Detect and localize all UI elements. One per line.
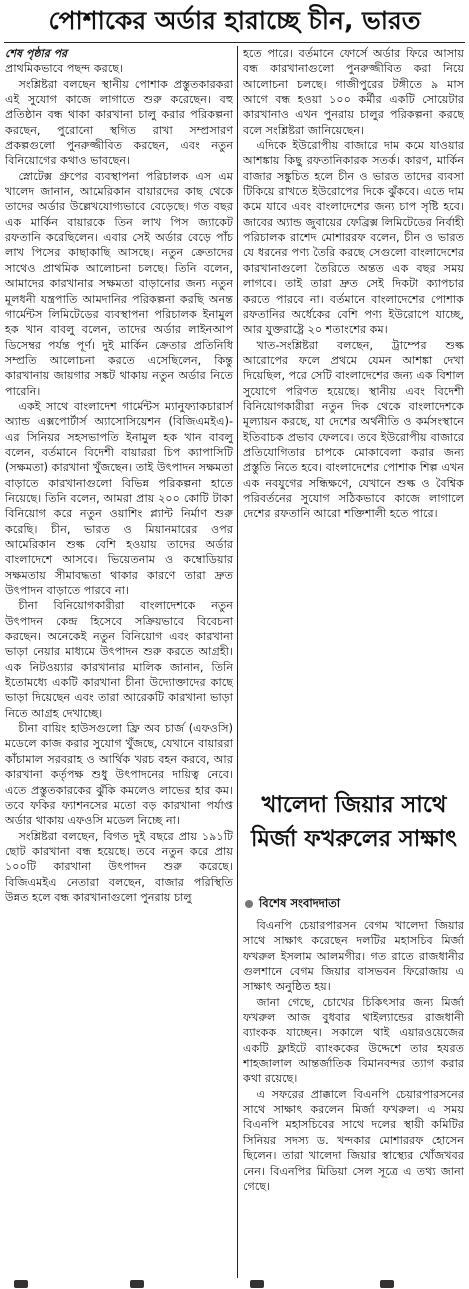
headline-rule bbox=[4, 42, 465, 43]
article-paragraph: চীনা বিনিয়োগকারীরা বাংলাদেশকে নতুন উৎপাদন কেন্দ্র হিসেবে সক্রিয়ভাবে বিবেচনা করছেন। অনেকেই নতুন বিনিয়োগ এবং কারখানা ভাড়া নেয়ার মাধ্যমে উৎপাদন শুরু করতে আগ্রহী। এক নিটওয়্যার কারখানার মালিক জানান, তিনি ইতোমধ্যে একটি কারখানা চীনা উদ্যোক্তাদের কাছে ভাড়া দিয়েছেন এবং তারা আরেকটি কারখানা ভাড়া নিতে আগ্রহ দেখাচ্ছে। bbox=[5, 599, 233, 720]
right-article-column bbox=[243, 46, 464, 778]
article-paragraph: সংশ্লিষ্টরা বলছেন, বিগত দুই বছরে প্রায় ১৯১টি ছোট কারখানা বন্ধ হয়েছে। তবে নতুন করে প্রায় ১০০টি কারখানা উৎপাদন শুরু করেছে। বিজিএমইএ নেতারা বলছেন, বাজার পরিস্থিতি উন্নত হলে বন্ধ কারখানাগুলো পুনরায় চালু bbox=[5, 829, 233, 904]
article-paragraph: চীনা বায়িং হাউসগুলো ফ্রি অব চার্জ (এফওসি) মডেলে কাজ করার সুযোগ খুঁজছে, যেখানে বায়াররা কাঁচামাল সরবরাহ ও আর্থিক খরচ বহন করবে, আর কারখানা কর্তৃপক্ষ শুধু উৎপাদনের দায়িত্ব নেবে। এতে প্রস্তুতকারকের ঝুঁকি কমলেও লাভের হার কম। তবে ফকির ফ্যাশনসের মতো বড় কারখানা পর্যাপ্ত অর্ডার থাকায় এফওসি মডেল নিচ্ছে না। bbox=[5, 722, 233, 828]
left-article-column bbox=[5, 46, 233, 1278]
article-paragraph: হতে পারে। বর্তমানে ফোর্সে অর্ডার ফিরে আসায় বন্ধ কারখানাগুলো পুনরুজ্জীবিত করা নিয়ে আলোচনা চলছে। গাজীপুরের টঙ্গীতে ৯ মাস আগে বন্ধ হওয়া ১০০ কর্মীর একটি সোয়েটার কারখানাও এখন পুনরায় চালুর পরিকল্পনা করছে বলে সংশ্লিষ্টরা জানিয়েছেন। bbox=[243, 47, 464, 137]
article-paragraph: সংশ্লিষ্টরা বলছেন স্থানীয় পোশাক প্রস্তুতকারকরা এই সুযোগ কাজে লাগাতে শুরু করেছেন। বহু প্রতিষ্ঠান বন্ধ থাকা কারখানা চালু করার পরিকল্পনা করছেন, পুরোনো স্থগিত রাখা সম্প্রসারণ প্রকল্পগুলো পুনরুজ্জীবিত করছেন, এবং নতুন বিনিয়োগের কথাও ভাবছেন। bbox=[5, 77, 233, 168]
article-paragraph: বিএনপি চেয়ারপারসন বেগম খালেদা জিয়ার সাথে সাক্ষাৎ করেছেন দলটির মহাসচিব মির্জা ফখরুল ইসলাম আলমগীর। গত রাতে রাজধানীর গুলশানে বেগম জিয়ার বাসভবন ফিরোজায় এ সাক্ষাৎ অনুষ্ঠিত হয়। bbox=[243, 919, 464, 994]
article-paragraph: জানা গেছে, চোখের চিকিৎসার জন্য মির্জা ফখরুল আজ বুধবার থাইল্যান্ডের রাজধানী ব্যাংকক যাচ্ছেন। সকালে থাই এয়ারওয়েজের একটি ফ্লাইটে ব্যাংককের উদ্দেশে তার হযরত শাহজালাল আন্তর্জাতিক বিমানবন্দর ত্যাগ করার কথা রয়েছে। bbox=[243, 995, 464, 1086]
second-story-body bbox=[243, 918, 464, 1278]
article-paragraph: এ সফরের প্রাক্কালে বিএনপি চেয়ারপারসনের সাথে সাক্ষাৎ করলেন মির্জা ফখরুল। এ সময় বিএনপি মহাসচিবের সাথে দলের স্থায়ী কমিটির সিনিয়র সদস্য ড. খন্দকার মোশাররফ হোসেন ছিলেন। তারা খালেদা জিয়ার স্বাস্থ্যের খোঁজখবর নেন। বিএনপির মিডিয়া সেল সূত্রে এ তথ্য জানা গেছে। bbox=[243, 1087, 464, 1193]
byline-text: বিশেষ সংবাদদাতা bbox=[259, 896, 341, 910]
article-paragraph: একই সাথে বাংলাদেশ গার্মেন্টস ম্যানুফ্যাকচারার্স অ্যান্ড এক্সপোর্টার্স অ্যাসোসিয়েশন (বিজিএমইএ)-এর সিনিয়র সহসভাপতি ইনামুল হক খান বাবলু বলেন, বর্তমানে বিদেশী বায়াররা চিপ ক্যাপাসিটি (সক্ষমতা) কারখানা খুঁজছেন। তাই উৎপাদন সক্ষমতা বাড়াতে কারখানাগুলো বিভিন্ন পরিকল্পনা হাতে নিয়েছে। তিনি বলেন, আমরা প্রায় ২০০ কোটি টাকা বিনিয়োগ করে নতুন ওয়াশিং প্ল্যান্ট নির্মাণ শুরু করেছি। চীন, ভারত ও মিয়ানমারের ওপর আমেরিকান শুল্ক বেশি হওয়ায় তাদের অর্ডার বাংলাদেশে আসবে। ভিয়েতনাম ও কম্বোডিয়ার সক্ষমতায় সীমাবদ্ধতা থাকার কারণে তারা দ্রুত উৎপাদন বাড়াতে পারবে না। bbox=[5, 399, 233, 598]
article-paragraph: খাত-সংশ্লিষ্টরা বলছেন, ট্রাম্পের শুল্ক আরোপের ফলে প্রথমে যেমন আশঙ্কা দেখা দিয়েছিল, পরে সেটি বাংলাদেশের জন্য এক বিশাল সুযোগে পরিণত হয়েছে। স্থানীয় এবং বিদেশী বিনিয়োগকারীরা নতুন দিক থেকে বাংলাদেশকে মূল্যায়ন করছে, যা দেশের অর্থনীতি ও কর্মসংস্থানে ইতিবাচক প্রভাব ফেলবে। তবে ইউরোপীয় বাজারে প্রতিযোগিতার চাপকে মোকাবেলা করার জন্য প্রস্তুতি নিতে হবে। বাংলাদেশের পোশাক শিল্প এখন এক নবযুগের সন্ধিক্ষণে, যেখানে শুল্ক ও বৈশ্বিক পরিবর্তনের সুযোগ সঠিকভাবে কাজে লাগালে দেশের রফতানি আরো শক্তিশালী হতে পারে। bbox=[243, 338, 464, 521]
continued-from-label: শেষ পৃষ্ঠার পর bbox=[5, 47, 68, 60]
bullet-icon bbox=[245, 900, 253, 908]
column-divider bbox=[237, 46, 238, 1278]
next-page-fragment bbox=[0, 1279, 469, 1289]
second-story-headline: খালেদা জিয়ার সাথে মির্জা ফখরুলের সাক্ষাৎ bbox=[250, 792, 458, 852]
article-paragraph: স্নোটেক্স গ্রুপের ব্যবস্থাপনা পরিচালক এস এম খালেদ জানান, আমেরিকান বায়ারদের কাছ থেকে তাদের অর্ডার উল্লেখযোগ্যভাবে বেড়েছে। গত বছর এক মার্কিন বায়ারকে তিন লাখ পিস জ্যাকেট রফতানি করেছিলেন। এবার সেই অর্ডার বেড়ে পাঁচ লাখ পিসের কাছাকাছি আসছে। নতুন ক্রেতাদের সাথেও প্রাথমিক আলোচনা চলছে। তিনি বলেন, আমাদের কারখানার সক্ষমতা বাড়ানোর জন্য নতুন মূলধনী যন্ত্রপাতি আমদানির পরিকল্পনা করছি অনন্ত গার্মেন্টস লিমিটেডের ব্যবস্থাপনা পরিচালক ইনামুল হক খান বাবলু বলেন, তাদের অর্ডার লাইনআপ ডিসেম্বর পর্যন্ত পূর্ণ। দুই মার্কিন ক্রেতার প্রতিনিধি সম্প্রতি আলোচনা করতে এসেছিলেন, কিন্তু কারখানায় জায়গার সঙ্কট থাকায় নতুন অর্ডার নিতে পারেনি। bbox=[5, 169, 233, 398]
article-paragraph: এদিকে ইউরোপীয় বাজারে দাম কমে যাওয়ার আশঙ্কায় কিছু রফতানিকারক সতর্ক। কারণ, মার্কিন বাজার সঙ্কুচিত হলে চীন ও ভারত তাদের ব্যবসা টিকিয়ে রাখতে ইউরোপের দিকে ঝুঁকবে। এতে দাম কমে যাবে এবং বাংলাদেশের জন্য চাপ সৃষ্টি হবে। জাবের অ্যান্ড জুবায়ের ফেব্রিক্স লিমিটেডের নির্বাহী পরিচালক রাশেদ মোশাররফ বলেন, চীন ও ভারত যে ধরনের পণ্য তৈরি করছে সেগুলো বাংলাদেশের কারখানাগুলো তৈরিতে অন্তত এক বছর সময় লাগবে। তাই তারা দ্রুত সেই দিকটা ক্যাপচার করতে পারবে না। বর্তমানে বাংলাদেশের পোশাক রফতানির অর্ধেকের বেশি পণ্য ইউরোপে যাচ্ছে, আর যুক্তরাষ্ট্রে ২০ শতাংশের কম। bbox=[243, 139, 464, 337]
byline bbox=[245, 895, 340, 914]
article-paragraph: প্রাথমিকভাবে পছন্দ করছে। bbox=[5, 62, 124, 76]
main-headline: পোশাকের অর্ডার হারাচ্ছে চীন, ভারত bbox=[48, 6, 421, 35]
